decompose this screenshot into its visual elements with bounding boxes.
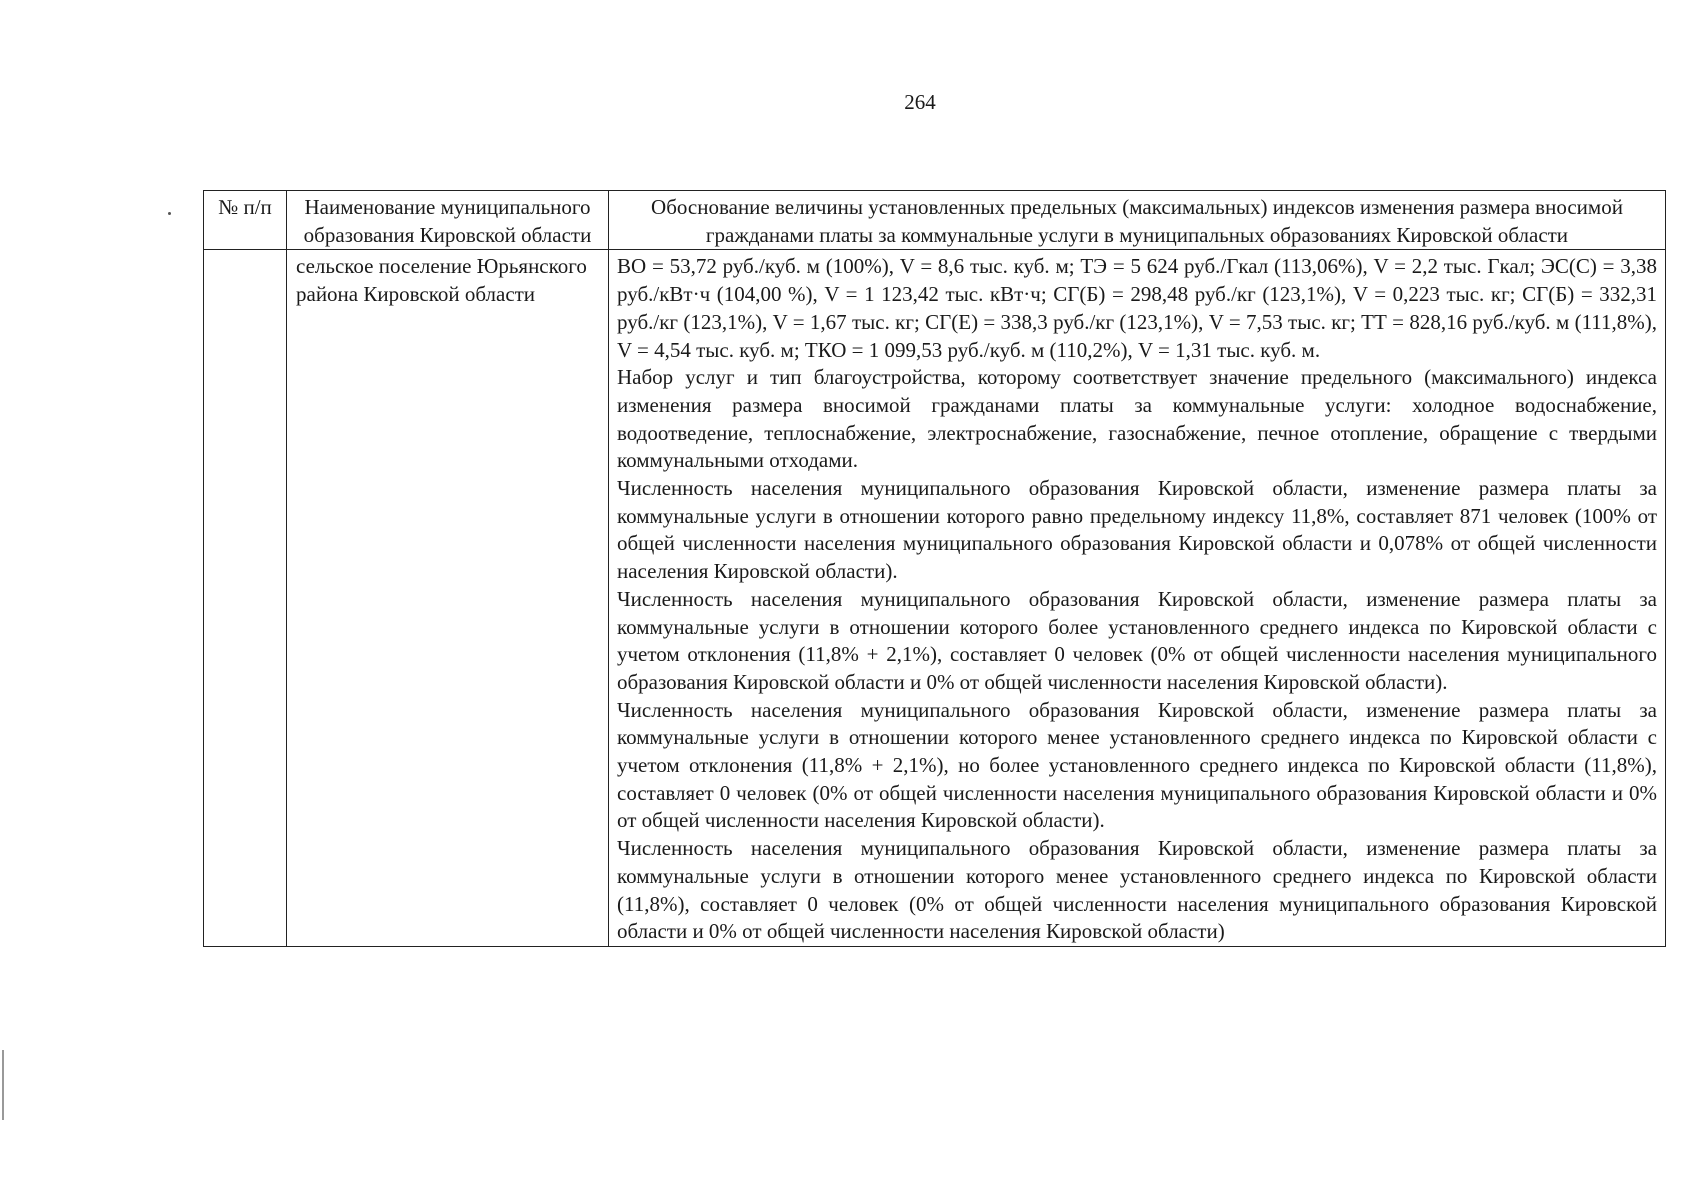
- table-row: [204, 250, 1666, 947]
- population-below-index-paragraph: Численность населения муниципального образования Кировской области, изменение размера платы за коммунальные услуги в отношении которого менее установленного среднего индекса по Кировской области (11,8%), составляет 0 человек (0% от общей численности населения муниципального образования Кировской области и 0% от общей численности населения Кировской области): [617, 836, 1657, 944]
- justification-cell: [609, 250, 1666, 947]
- municipality-name-cell: сельское поселение Юрьянского района Кировской области: [287, 250, 609, 947]
- header-row-number: № п/п: [204, 191, 287, 250]
- population-above-deviation-paragraph: Численность населения муниципального образования Кировской области, изменение размера платы за коммунальные услуги в отношении которого более установленного среднего индекса по Кировской области с учетом отклонения (11,8% + 2,1%), составляет 0 человек (0% от общей численности населения муниципального образования Кировской области и 0% от общей численности населения Кировской области).: [617, 586, 1657, 694]
- header-municipality-name: Наименование муниципального образования Кировской области: [287, 191, 609, 250]
- row-number-cell: [204, 250, 287, 947]
- services-set-paragraph: Набор услуг и тип благоустройства, которому соответствует значение предельного (максимального) индекса изменения размера вносимой гражданами платы за коммунальные услуги: холодное водоснабжение, водоотведение, теплоснабжение, электроснабжение, газоснабжение, печное отопление, обращение с твердыми коммунальными отходами.: [617, 365, 1657, 473]
- scan-edge-mark: [2, 1050, 4, 1120]
- population-equal-index-paragraph: Численность населения муниципального образования Кировской области, изменение размера платы за коммунальные услуги в отношении которого равно предельному индексу 11,8%, составляет 871 человек (100% от общей численности населения муниципального образования Кировской области и 0,078% от общей численности населения Кировской области).: [617, 476, 1657, 584]
- tariff-values-paragraph: ВО = 53,72 руб./куб. м (100%), V = 8,6 тыс. куб. м; ТЭ = 5 624 руб./Гкал (113,06%), V = 2,2 тыс. Гкал; ЭС(С) = 3,38 руб./кВт·ч (104,00 %), V = 1 123,42 тыс. кВт·ч; СГ(Б) = 298,48 руб./кг (123,1%), V = 0,223 тыс. кг; СГ(Б) = 332,31 руб./кг (123,1%), V = 1,67 тыс. кг; СГ(Е) = 338,3 руб./кг (123,1%), V = 7,53 тыс. кг; ТТ = 828,16 руб./куб. м (111,8%), V = 4,54 тыс. куб. м; ТКО = 1 099,53 руб./куб. м (110,2%), V = 1,31 тыс. куб. м.: [617, 254, 1657, 362]
- page-number: 264: [904, 90, 936, 114]
- justification-table: [203, 190, 1666, 947]
- table-header-row: [204, 191, 1666, 250]
- population-between-indices-paragraph: Численность населения муниципального образования Кировской области, изменение размера платы за коммунальные услуги в отношении которого менее установленного среднего индекса по Кировской области с учетом отклонения (11,8% + 2,1%), но более установленного среднего индекса по Кировской области (11,8%), составляет 0 человек (0% от общей численности населения муниципального образования Кировской области и 0% от общей численности населения Кировской области).: [617, 697, 1657, 833]
- header-justification: Обоснование величины установленных предельных (максимальных) индексов изменения размера вносимой гражданами платы за коммунальные услуги в муниципальных образованиях Кировской области: [609, 191, 1666, 250]
- scan-dot: [168, 212, 171, 215]
